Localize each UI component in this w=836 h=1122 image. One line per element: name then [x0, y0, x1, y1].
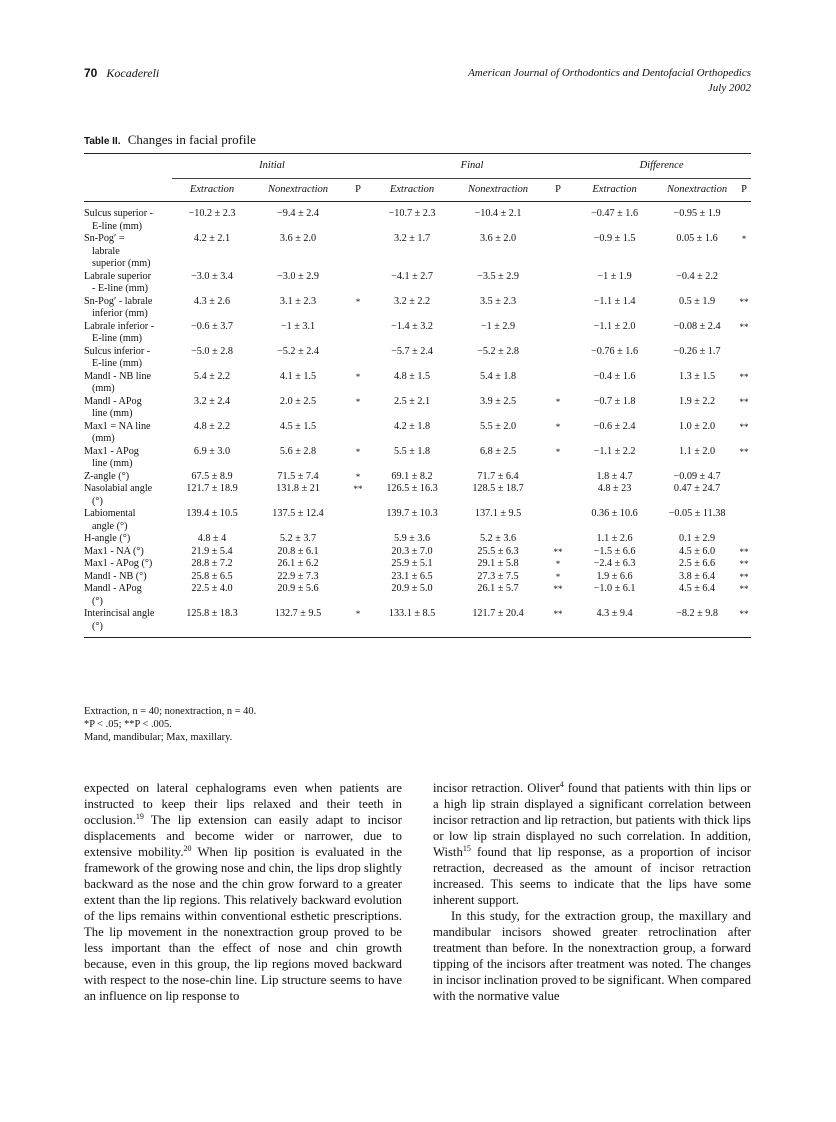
value-cell: 71.5 ± 7.4 [277, 470, 319, 482]
significance-cell [544, 271, 572, 296]
significance-cell [737, 346, 751, 371]
row-label: Max1 - APog (°) [84, 558, 153, 569]
row-label: Sulcus superior - E-line (mm) [84, 208, 154, 232]
citation: 19 [135, 811, 144, 821]
value-cell: 2.5 ± 6.6 [678, 558, 716, 569]
significance-cell: ** [553, 584, 563, 594]
significance-cell: * [741, 234, 747, 244]
value-cell: −1.4 ± 3.2 [391, 320, 433, 332]
column-header: Nonextraction [252, 179, 344, 202]
significance-cell: * [355, 446, 361, 457]
column-header: P [544, 179, 572, 202]
value-cell: 0.1 ± 2.9 [678, 533, 716, 544]
value-cell: 128.5 ± 18.7 [472, 483, 524, 494]
paragraph: expected on lateral cephalograms even when patients are instructed to keep their lips relaxed and their teeth in occlusion.$^{19}$ The lip extension can easily adapt to incisor displacements and become wider or narrower, due to extensive mobility.$^{20}$ When lip position is evaluated in the framework of the growing nose and chin, the lips drop slightly backward as the nose and the chin grow forward to a greater extent than the lip regions. This relatively backward evolution of the lips remains within conventional esthetic prescriptions. The lip movement in the nonextraction group proved to be less important than the effect of nose and chin growth because, even in this group, the lip regions moved backward with respect to the nose-chin line. Lip structure seems to have an influence on lip response to [84, 781, 402, 1003]
table-row [84, 396, 751, 421]
row-label: Max1 - APog line (mm) [84, 445, 139, 469]
value-cell: −9.4 ± 2.4 [277, 208, 319, 219]
significance-cell [544, 202, 572, 234]
value-cell: −1.1 ± 2.0 [593, 320, 636, 332]
table-row [84, 508, 751, 533]
value-cell: 4.2 ± 1.8 [393, 420, 431, 432]
row-label: Mandl - NB (°) [84, 570, 147, 582]
text-column-left [84, 780, 402, 1004]
significance-cell: * [355, 396, 361, 407]
value-cell: −0.76 ± 1.6 [591, 345, 639, 357]
row-label: Max1 = NA line (mm) [84, 420, 151, 444]
table-row [84, 608, 751, 638]
significance-cell: ** [544, 608, 572, 638]
row-label: Max1 - NA (°) [84, 545, 144, 557]
paragraph: incisor retraction. Oliver$^4$ found that patients with thin lips or a high lip strain displayed a significant correlation between incisor retraction and lip retraction, but patients with thick lips or low lip strain displayed no such correlation. In addition, Wisth$^{15}$ found that lip response, as a proportion of incisor retraction, decreased as the amount of incisor retraction increased. This seems to indicate that the lips have some inherent support. [433, 779, 751, 907]
value-cell: −5.7 ± 2.4 [391, 345, 433, 357]
row-label: Mandl - APog line (mm) [84, 395, 142, 419]
value-cell: 0.05 ± 1.6 [676, 233, 718, 244]
value-cell: −3.0 ± 3.4 [191, 270, 233, 282]
value-cell: 121.7 ± 18.9 [186, 483, 238, 494]
value-cell: 71.7 ± 6.4 [477, 470, 519, 482]
value-cell: 28.8 ± 7.2 [191, 558, 233, 569]
significance-cell [344, 546, 372, 559]
value-cell: 139.4 ± 10.5 [186, 508, 238, 519]
significance-cell [344, 583, 372, 608]
value-cell: 5.9 ± 3.6 [393, 533, 431, 544]
significance-cell [737, 483, 751, 508]
value-cell: 4.5 ± 6.0 [678, 545, 716, 557]
value-cell: −2.4 ± 6.3 [593, 558, 636, 569]
table-group-header-row [84, 154, 751, 179]
value-cell: 4.8 ± 4 [197, 533, 227, 544]
value-cell: 4.8 ± 1.5 [393, 370, 431, 382]
value-cell: −0.4 ± 2.2 [676, 270, 718, 282]
significance-cell [737, 271, 751, 296]
significance-cell [344, 271, 372, 296]
table-sub-header-row [84, 179, 751, 202]
column-header: Extraction [372, 179, 452, 202]
value-cell: 4.2 ± 2.1 [193, 233, 231, 244]
footnote: Extraction, n = 40; nonextraction, n = 40. [84, 706, 257, 717]
significance-cell: * [344, 608, 372, 638]
footnote: *P < .05; **P < .005. [84, 719, 172, 730]
significance-cell [344, 571, 372, 584]
value-cell: 4.5 ± 6.4 [678, 583, 716, 594]
table-caption [84, 132, 256, 148]
value-cell: 132.7 ± 9.5 [252, 608, 344, 638]
table-row [84, 371, 751, 396]
issue-date: July 2002 [707, 82, 751, 94]
significance-cell: * [355, 471, 361, 482]
significance-cell: ** [353, 484, 363, 494]
row-label: Labiomental angle (°) [84, 508, 136, 532]
significance-cell: * [555, 396, 561, 407]
table-row [84, 346, 751, 371]
value-cell: 26.1 ± 5.7 [477, 583, 519, 594]
value-cell: −1.1 ± 1.4 [593, 295, 636, 307]
value-cell: 22.9 ± 7.3 [277, 570, 319, 582]
row-label: Labrale inferior - E-line (mm) [84, 320, 155, 344]
value-cell: −3.0 ± 2.9 [277, 270, 319, 282]
value-cell: −5.2 ± 2.8 [477, 345, 519, 357]
value-cell: 4.5 ± 1.5 [279, 420, 317, 432]
value-cell: 5.2 ± 3.7 [279, 533, 317, 544]
value-cell: 1.0 ± 2.0 [678, 420, 716, 432]
value-cell: −1.5 ± 6.6 [593, 545, 636, 557]
value-cell: 0.47 ± 24.7 [673, 483, 721, 494]
table-row [84, 471, 751, 484]
value-cell: 20.3 ± 7.0 [391, 545, 433, 557]
significance-cell [544, 533, 572, 546]
group-header: Final [372, 154, 572, 179]
significance-cell [544, 371, 572, 396]
running-header-left [84, 66, 159, 81]
value-cell: 4.1 ± 1.5 [279, 370, 317, 382]
significance-cell [344, 233, 372, 271]
value-cell: 137.1 ± 9.5 [474, 508, 522, 519]
significance-cell [344, 533, 372, 546]
value-cell: 3.2 ± 1.7 [393, 233, 431, 244]
significance-cell [544, 471, 572, 484]
table-row [84, 233, 751, 271]
table-row [84, 296, 751, 321]
value-cell: 5.4 ± 2.2 [193, 370, 231, 382]
significance-cell [544, 508, 572, 533]
value-cell: 1.9 ± 2.2 [678, 395, 716, 407]
value-cell: 29.1 ± 5.8 [477, 558, 519, 569]
value-cell: 3.1 ± 2.3 [279, 295, 317, 307]
value-cell: 4.3 ± 2.6 [193, 295, 231, 307]
significance-cell: ** [739, 371, 749, 382]
value-cell: 69.1 ± 8.2 [391, 470, 433, 482]
group-header: Difference [572, 154, 751, 179]
value-cell: 3.5 ± 2.3 [479, 295, 517, 307]
significance-cell [737, 202, 751, 234]
significance-cell: * [555, 571, 561, 582]
value-cell: 0.36 ± 10.6 [591, 508, 638, 519]
table-row [84, 583, 751, 608]
value-cell: 5.5 ± 2.0 [479, 420, 517, 432]
value-cell: 5.4 ± 1.8 [479, 370, 517, 382]
significance-cell [737, 533, 751, 546]
value-cell: 27.3 ± 7.5 [477, 570, 519, 582]
table-row [84, 571, 751, 584]
table-row [84, 421, 751, 446]
value-cell: 23.1 ± 6.5 [391, 570, 433, 582]
value-cell: 3.8 ± 6.4 [678, 570, 716, 582]
value-cell: 67.5 ± 8.9 [191, 470, 233, 482]
value-cell: 139.7 ± 10.3 [386, 508, 438, 519]
value-cell: −0.6 ± 3.7 [191, 320, 233, 332]
column-header: P [344, 179, 372, 202]
table-row [84, 533, 751, 546]
value-cell: 6.8 ± 2.5 [479, 445, 517, 457]
value-cell: 0.5 ± 1.9 [678, 295, 716, 307]
value-cell: 2.0 ± 2.5 [279, 395, 317, 407]
row-label: Labrale superior - E-line (mm) [84, 270, 152, 294]
table-row [84, 546, 751, 559]
value-cell: −1.0 ± 6.1 [593, 583, 636, 594]
value-cell: 21.9 ± 5.4 [191, 545, 233, 557]
value-cell: 131.8 ± 21 [276, 483, 320, 494]
journal-name: American Journal of Orthodontics and Dentofacial Orthopedics [468, 67, 751, 79]
significance-cell: * [555, 421, 561, 432]
significance-cell [544, 346, 572, 371]
row-label: Mandl - APog (°) [84, 583, 142, 607]
value-cell: 6.9 ± 3.0 [193, 445, 231, 457]
table-body [84, 202, 751, 638]
significance-cell [544, 483, 572, 508]
row-label: Interincisal angle (°) [84, 608, 172, 638]
column-header: Extraction [572, 179, 657, 202]
value-cell: 20.8 ± 6.1 [277, 545, 319, 557]
significance-cell [344, 508, 372, 533]
citation: 20 [183, 843, 192, 853]
value-cell: 1.1 ± 2.0 [678, 445, 716, 457]
value-cell: −1 ± 2.9 [480, 320, 516, 332]
value-cell: 3.9 ± 2.5 [479, 395, 517, 407]
value-cell: 20.9 ± 5.0 [391, 583, 433, 594]
significance-cell: * [355, 296, 361, 307]
significance-cell [544, 296, 572, 321]
column-header: Nonextraction [657, 179, 737, 202]
value-cell: −1 ± 1.9 [597, 270, 632, 282]
table-footnotes [84, 705, 256, 744]
row-label: Sn-Pog′ - labrale inferior (mm) [84, 295, 153, 319]
value-cell: −10.7 ± 2.3 [388, 208, 436, 219]
significance-cell: ** [553, 546, 563, 557]
value-cell: 5.6 ± 2.8 [279, 445, 317, 457]
significance-cell [344, 558, 372, 571]
value-cell: −10.4 ± 2.1 [474, 208, 522, 219]
value-cell: 137.5 ± 12.4 [272, 508, 324, 519]
significance-cell: ** [737, 608, 751, 638]
value-cell: 3.2 ± 2.2 [393, 295, 431, 307]
significance-cell [344, 321, 372, 346]
significance-cell [344, 421, 372, 446]
significance-cell [544, 233, 572, 271]
value-cell: 4.8 ± 2.2 [193, 420, 231, 432]
value-cell: 1.3 ± 1.5 [678, 370, 716, 382]
value-cell: 5.2 ± 3.6 [479, 533, 517, 544]
significance-cell: * [555, 446, 561, 457]
value-cell: −8.2 ± 9.8 [657, 608, 737, 638]
value-cell: 25.8 ± 6.5 [191, 570, 233, 582]
value-cell: 2.5 ± 2.1 [393, 395, 431, 407]
value-cell: 3.6 ± 2.0 [479, 233, 517, 244]
citation: 4 [559, 779, 564, 789]
value-cell: −0.08 ± 2.4 [673, 320, 721, 332]
value-cell: −0.7 ± 1.8 [593, 395, 636, 407]
significance-cell [737, 471, 751, 484]
value-cell: 1.8 ± 4.7 [596, 470, 633, 482]
significance-cell: * [555, 559, 561, 569]
value-cell: 121.7 ± 20.4 [452, 608, 544, 638]
value-cell: 4.8 ± 23 [597, 483, 632, 494]
value-cell: 25.5 ± 6.3 [477, 545, 519, 557]
significance-cell: ** [739, 584, 749, 594]
value-cell: 3.6 ± 2.0 [279, 233, 317, 244]
value-cell: −0.4 ± 1.6 [593, 370, 636, 382]
value-cell: −0.47 ± 1.6 [591, 208, 639, 219]
value-cell: −0.09 ± 4.7 [673, 470, 721, 482]
row-label: Z-angle (°) [84, 470, 130, 482]
citation: 15 [462, 843, 471, 853]
value-cell: −5.0 ± 2.8 [191, 345, 233, 357]
row-label: Mandl - NB line (mm) [84, 370, 152, 394]
value-cell: −1 ± 3.1 [280, 320, 316, 332]
column-header: P [737, 179, 751, 202]
footnote: Mand, mandibular; Max, maxillary. [84, 732, 233, 743]
group-header: Initial [172, 154, 372, 179]
row-label: Sn-Pog′ = labrale superior (mm) [84, 233, 151, 269]
value-cell: 125.8 ± 18.3 [172, 608, 252, 638]
text-column-right [433, 780, 751, 1004]
value-cell: −0.26 ± 1.7 [673, 345, 721, 357]
significance-cell: ** [739, 571, 749, 582]
significance-cell: ** [739, 421, 749, 432]
value-cell: −5.2 ± 2.4 [277, 345, 319, 357]
table-row [84, 446, 751, 471]
value-cell: −0.6 ± 2.4 [593, 420, 636, 432]
value-cell: −1.1 ± 2.2 [593, 445, 636, 457]
table-row [84, 202, 751, 234]
value-cell: −4.1 ± 2.7 [391, 270, 433, 282]
value-cell: 20.9 ± 5.6 [277, 583, 319, 594]
row-label: H-angle (°) [84, 533, 131, 544]
value-cell: 3.2 ± 2.4 [193, 395, 231, 407]
table-row [84, 271, 751, 296]
facial-profile-table [84, 153, 751, 638]
value-cell: −10.2 ± 2.3 [188, 208, 236, 219]
value-cell: 133.1 ± 8.5 [372, 608, 452, 638]
significance-cell: ** [739, 446, 749, 457]
value-cell: 126.5 ± 16.3 [386, 483, 438, 494]
value-cell: 25.9 ± 5.1 [391, 558, 433, 569]
value-cell: 1.9 ± 6.6 [596, 570, 633, 582]
row-label: Sulcus inferior - E-line (mm) [84, 345, 151, 369]
value-cell: 26.1 ± 6.2 [277, 558, 319, 569]
value-cell: 5.5 ± 1.8 [393, 445, 431, 457]
column-header: Extraction [172, 179, 252, 202]
value-cell: −0.9 ± 1.5 [593, 233, 636, 244]
significance-cell: ** [739, 296, 749, 307]
table-row [84, 558, 751, 571]
value-cell: 22.5 ± 4.0 [191, 583, 233, 594]
value-cell: 1.1 ± 2.6 [596, 533, 633, 544]
significance-cell [344, 346, 372, 371]
value-cell: −0.95 ± 1.9 [673, 208, 721, 219]
significance-cell: ** [739, 321, 749, 332]
value-cell: −0.05 ± 11.38 [668, 508, 726, 519]
significance-cell [544, 321, 572, 346]
value-cell: −3.5 ± 2.9 [477, 270, 519, 282]
paragraph: In this study, for the extraction group, the maxillary and mandibular incisors showed greater retroclination after treatment than before. In the nonextraction group, a forward tipping of the incisors after treatment was noted. The changes in incisor inclination proved to be significant. When compared with the normative value [433, 909, 751, 1003]
table-row [84, 321, 751, 346]
table-label: Table II. [84, 136, 121, 147]
table-title: Changes in facial profile [127, 132, 256, 147]
page-number: 70 [84, 66, 98, 80]
author-name: Kocadereli [106, 66, 160, 80]
significance-cell: ** [739, 396, 749, 407]
table-row [84, 483, 751, 508]
column-header: Nonextraction [452, 179, 544, 202]
significance-cell [737, 508, 751, 533]
value-cell: 4.3 ± 9.4 [572, 608, 657, 638]
significance-cell: * [355, 371, 361, 382]
significance-cell: ** [739, 546, 749, 557]
significance-cell [344, 202, 372, 234]
significance-cell: ** [739, 559, 749, 569]
row-label: Nasolabial angle (°) [84, 483, 153, 507]
running-header-right [468, 66, 751, 96]
